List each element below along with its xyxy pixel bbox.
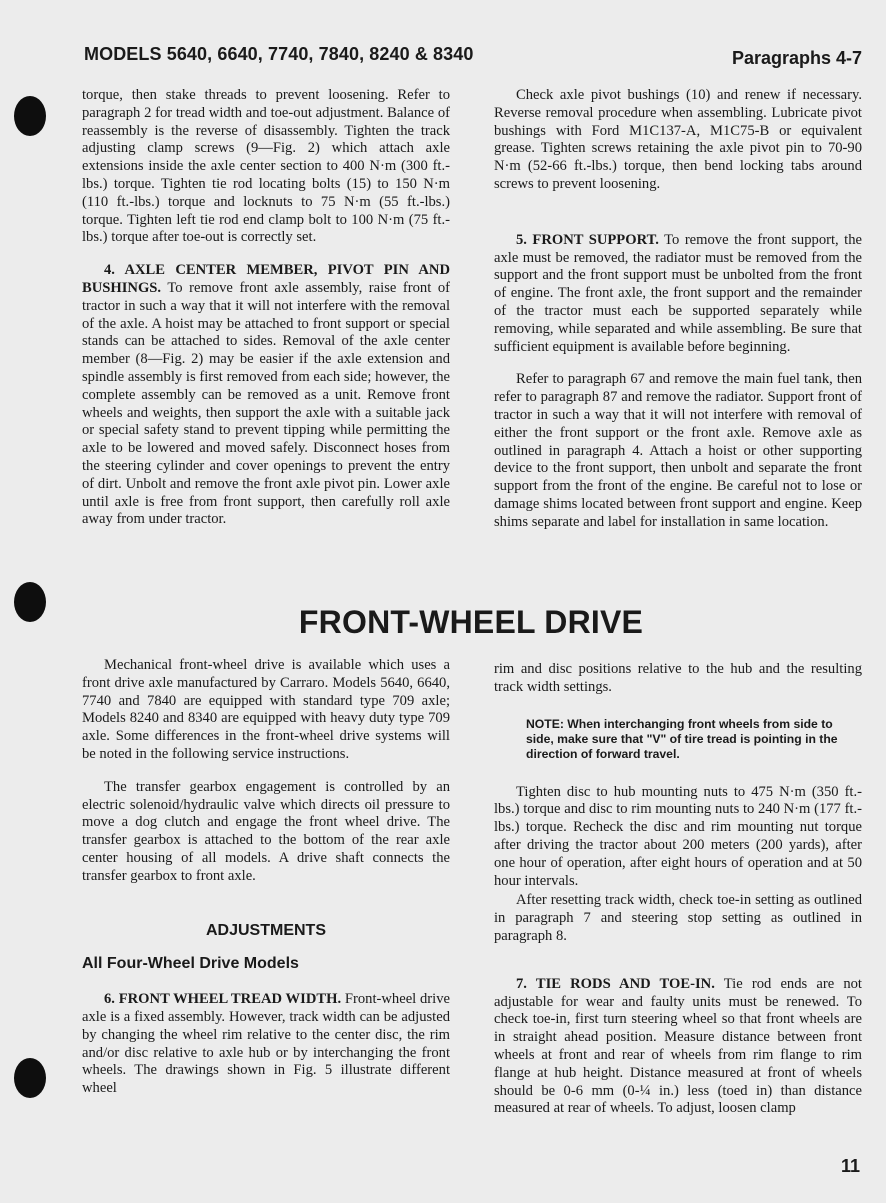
paragraph-body: To remove the front support, the axle must be removed, the radiator must be removed from the support and the front support must be unbolted from the front of engine. The front axle, the front support and the remainder of the tractor must each be supported separately while removing, while separated and while assembling. Be sure that sufficient equipment is available before beginning. <box>494 231 862 355</box>
paragraph-body: Front-wheel drive axle is a fixed assembly. However, track width can be adjusted by changing the wheel rim relative to the center disc, the rim and/or disc relative to axle hub or by interchanging the front wheels. The drawings shown in Fig. 5 illustrate different wheel <box>82 991 450 1097</box>
right-column-bottom <box>494 661 862 1133</box>
paragraph <box>82 991 450 1098</box>
paragraph <box>82 262 450 529</box>
left-column-bottom <box>82 657 450 1113</box>
paragraph-lead: 5. FRONT SUPPORT. <box>516 231 659 248</box>
paragraph: Refer to paragraph 67 and remove the main fuel tank, then refer to paragraph 87 and remove the radiator. Support front of tractor in such a way that it will not interfere with removal of either the front support or the front axle. Remove axle as outlined in paragraph 4. Attach a hoist or other supporting device to the front support, then unbolt and separate the front support from the front of the engine. Be careful not to lose or damage shims located between front support and engine. Keep shims separate and label for installation in same location. <box>494 371 862 530</box>
paragraph <box>494 232 862 357</box>
paragraph-lead: 6. FRONT WHEEL TREAD WIDTH. <box>104 991 342 1008</box>
paragraph-lead: 4. AXLE CENTER MEMBER, PIVOT PIN AND BUSHINGS. <box>82 262 450 296</box>
header-paragraphs: Paragraphs 4-7 <box>731 48 862 68</box>
left-column-top <box>82 87 450 544</box>
header-models: MODELS 5640, 6640, 7740, 7840, 8240 & 8340 <box>84 44 474 64</box>
paragraph-body: Tie rod ends are not adjustable for wear and faulty units must be renewed. To check toe-in, first turn steering wheel so that front wheels are in straight ahead position. Measure distance between front wheels at front and rear of wheels from rim flange to rim flange at hub height. Distance measured at front of wheels should be 0-6 mm (0-¼ in.) less (toed in) than distance measured at rear of wheels. To adjust, loosen clamp <box>494 975 862 1117</box>
paragraph-body: To remove front axle assembly, raise front of tractor in such a way that it will not interfere with the removal of the axle. A hoist may be attached to front support or special stands can be attached to sides. Removal of the axle center member (8—Fig. 2) may be easier if the axle extension and spindle assembly is first removed from each side; however, the complete assembly can be removed as a unit. Remove front wheels and weights, then support the axle with a suitable jack or special safety stand to prevent tipping while permitting the axle to be lowered and moved safely. Disconnect hoses from the steering cylinder and cover openings to prevent the entry of dirt. Unbolt and remove the front axle pivot pin. Lower axle until axle is free from front support, then carefully roll axle away from under tractor. <box>82 279 450 528</box>
paragraph: Check axle pivot bushings (10) and renew if necessary. Reverse removal procedure when assembling. Lubricate pivot bushings with Ford M1C137-A, M1C75-B or equivalent grease. Tighten screws retaining the axle pivot pin to 70-90 N·m (52-66 ft.-lbs.) torque, then bend locking tabs around screws to prevent loosening. <box>494 87 862 192</box>
binder-hole-icon <box>14 1058 46 1098</box>
paragraph <box>494 976 862 1118</box>
paragraph: torque, then stake threads to prevent loosening. Refer to paragraph 2 for tread width and toe-out adjustment. Balance of reassembly is the reverse of disassembly. Tighten the track adjusting clamp screws (9—Fig. 2) which attach axle extensions inside the axle center section to 400 N·m (300 ft.-lbs.) torque. Tighten tie rod locating bolts (15) to 150 N·m (110 ft.-lbs.) torque and locknuts to 75 N·m (55 ft.-lbs.) torque. Tighten left tie rod end clamp bolt to 100 N·m (75 ft.-lbs.) torque after toe-out is correctly set. <box>82 87 450 246</box>
adjustments-heading: ADJUSTMENTS <box>205 921 326 939</box>
paragraph: rim and disc positions relative to the hub and the resulting track width settings. <box>494 661 862 695</box>
paragraph-lead: 7. TIE RODS AND TOE-IN. <box>516 975 715 992</box>
paragraph: After resetting track width, check toe-in setting as outlined in paragraph 7 and steering stop setting as outlined in paragraph 8. <box>494 892 862 944</box>
note-box: NOTE: When interchanging front wheels from side to side, make sure that "V" of tire tread is pointing in the direction of forward travel. <box>526 716 838 761</box>
right-column-top <box>494 87 862 547</box>
binder-hole-icon <box>14 96 46 136</box>
paragraph: The transfer gearbox engagement is controlled by an electric solenoid/hydraulic valve which directs oil pressure to move a dog clutch and engage the front wheel drive. The transfer gearbox is attached to the bottom of the rear axle center housing of all models. A drive shaft connects the transfer gearbox to front axle. <box>82 778 450 884</box>
section-title: FRONT-WHEEL DRIVE <box>298 604 644 640</box>
all-models-heading: All Four-Wheel Drive Models <box>82 955 299 973</box>
page-number: 11 <box>840 1156 860 1176</box>
paragraph: Mechanical front-wheel drive is available which uses a front drive axle manufactured by Carraro. Models 5640, 6640, 7740 and 7840 are equipped with standard type 709 axle; Models 8240 and 8340 are equipped with heavy duty type 709 axle. Some differences in the front-wheel drive systems will be noted in the following service instructions. <box>82 657 450 762</box>
paragraph: Tighten disc to hub mounting nuts to 475 N·m (350 ft.-lbs.) torque and disc to rim mounting nuts to 240 N·m (177 ft.-lbs.) torque. Recheck the disc and rim mounting nut torque after driving the tractor about 200 meters (200 yards), after one hour of operation, after eight hours of operation and at 50 hour intervals. <box>494 783 862 889</box>
